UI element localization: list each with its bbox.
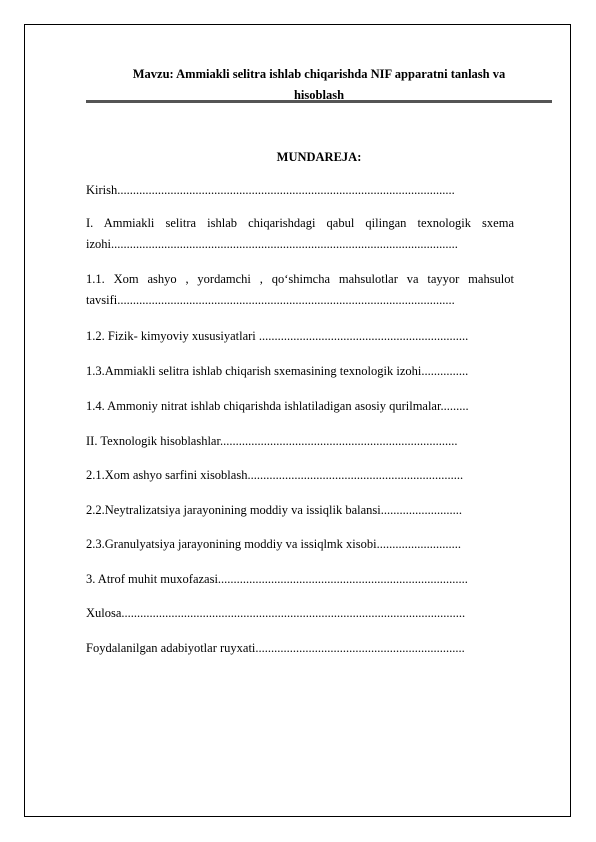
toc-entry-references: Foydalanilgan adabiyotlar ruyxati...................................................................	[86, 641, 465, 655]
toc-entry-1-1: 1.1. Xom ashyo , yordamchi , qo‘shimcha mahsulotlar va tayyor mahsulot tavsifi............................................................................................................	[86, 272, 514, 307]
toc-entry-section-3: 3. Atrof muhit muxofazasi................................................................................	[86, 572, 468, 586]
toc-entry-2-3: 2.3.Granulyatsiya jarayonining moddiy va issiqlmk xisobi...........................	[86, 537, 461, 551]
toc-entry-1-3: 1.3.Ammiakli selitra ishlab chiqarish sxemasining texnologik izohi...............	[86, 364, 469, 378]
title-line-1: Mavzu: Ammiakli selitra ishlab chiqarishda NIF apparatni tanlash va	[132, 67, 506, 81]
toc-entry-xulosa: Xulosa..............................................................................................................	[86, 606, 466, 620]
toc-entry-section-1: I. Ammiakli selitra ishlab chiqarishdagi qabul qilingan texnologik sxema izohi...............................................................................................................	[86, 216, 514, 251]
title-line-2: hisoblash	[293, 88, 345, 102]
toc-entry-2-2: 2.2.Neytralizatsiya jarayonining moddiy va issiqlik balansi..........................	[86, 503, 462, 517]
page-border	[24, 24, 571, 817]
toc-heading: MUNDAREJA:	[276, 150, 362, 164]
title-underline	[86, 100, 552, 103]
toc-entry-1-4: 1.4. Ammoniy nitrat ishlab chiqarishda ishlatiladigan asosiy qurilmalar.........	[86, 399, 469, 413]
toc-entry-1-2: 1.2. Fizik- kimyoviy xususiyatlari ...................................................................	[86, 329, 469, 343]
toc-entry-kirish: Kirish............................................................................................................	[86, 183, 455, 197]
toc-entry-2-1: 2.1.Xom ashyo sarfini xisoblash.....................................................................	[86, 468, 464, 482]
toc-entry-section-2: II. Texnologik hisoblashlar............................................................................	[86, 434, 458, 448]
